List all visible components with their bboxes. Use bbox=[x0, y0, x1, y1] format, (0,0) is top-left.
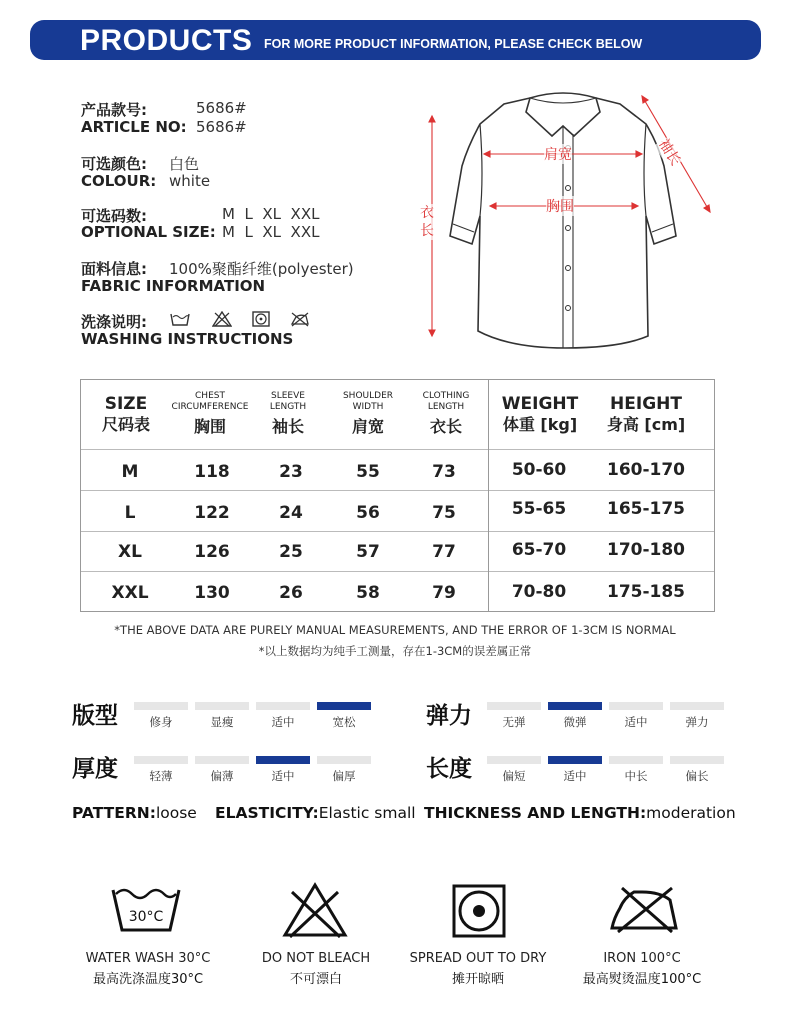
colour-en-label: COLOUR: bbox=[81, 172, 157, 190]
iron-100-icon bbox=[608, 884, 680, 936]
rating-bar bbox=[134, 756, 188, 764]
care-en-label: WATER WASH 30°C bbox=[85, 951, 211, 966]
header-cn: 体重 [kg] bbox=[502, 415, 578, 434]
elasticity-summary bbox=[215, 804, 416, 822]
header-cn: 身高 [cm] bbox=[606, 415, 686, 434]
cell-sleeve: 26 bbox=[279, 583, 303, 603]
rating-bar bbox=[195, 702, 249, 710]
header-en: WEIGHT bbox=[501, 394, 579, 414]
rating-bar bbox=[487, 756, 541, 764]
elasticity-label: ELASTICITY: bbox=[215, 804, 319, 822]
cell-height: 165-175 bbox=[606, 499, 686, 519]
header-cn: 袖长 bbox=[271, 417, 304, 436]
article-cn-value: 5686# bbox=[196, 99, 247, 117]
thickness-value: moderation bbox=[646, 804, 736, 822]
rating-option: 微弹 bbox=[563, 715, 587, 729]
rating-bar-selected bbox=[548, 756, 602, 764]
cell-shoulder: 55 bbox=[356, 462, 380, 482]
rating-option: 宽松 bbox=[332, 715, 356, 729]
sleeve-length-label: 袖长 bbox=[654, 135, 686, 169]
cell-size: XL bbox=[118, 542, 142, 562]
rating-bar-selected bbox=[548, 702, 602, 710]
size-cn-value: M L XL XXL bbox=[222, 205, 320, 223]
pattern-label: PATTERN: bbox=[72, 804, 156, 822]
rating-option: 适中 bbox=[271, 769, 295, 783]
hand-wash-icon bbox=[170, 311, 190, 327]
header-sleeve bbox=[263, 391, 313, 437]
care-cn-label: 摊开晾晒 bbox=[451, 972, 504, 987]
header-cn: 肩宽 bbox=[351, 417, 384, 436]
fabric-cn-value: 100%聚酯纤维(polyester) bbox=[169, 260, 354, 278]
header-cn: 尺码表 bbox=[101, 415, 151, 434]
rating-bar bbox=[487, 702, 541, 710]
table-divider bbox=[81, 571, 714, 572]
rating-option: 偏薄 bbox=[210, 769, 234, 783]
shirt-diagram bbox=[410, 86, 720, 356]
cell-sleeve: 24 bbox=[279, 503, 303, 523]
cell-size: M bbox=[121, 462, 139, 482]
thickness-label: THICKNESS AND LENGTH: bbox=[424, 804, 647, 822]
cell-sleeve: 25 bbox=[279, 542, 303, 562]
rating-bar-selected bbox=[256, 756, 310, 764]
header-cn: 胸围 bbox=[193, 417, 226, 436]
do-not-iron-icon bbox=[290, 311, 310, 327]
header-cn: 衣长 bbox=[429, 417, 462, 436]
rating-bar bbox=[670, 702, 724, 710]
size-cn-label: 可选码数: bbox=[81, 207, 147, 225]
rating-option: 中长 bbox=[624, 769, 648, 783]
wash-temp-text: 30°C bbox=[128, 909, 164, 925]
rating-option: 偏长 bbox=[685, 769, 709, 783]
washing-icon-row bbox=[170, 311, 320, 329]
cell-length: 79 bbox=[432, 583, 456, 603]
cell-size: XXL bbox=[111, 583, 149, 603]
rating-option: 显瘦 bbox=[210, 715, 234, 729]
rating-title: 弹力 bbox=[426, 703, 472, 729]
cell-length: 77 bbox=[432, 542, 456, 562]
rating-option: 适中 bbox=[271, 715, 295, 729]
elasticity-value: Elastic small bbox=[318, 804, 416, 822]
cell-length: 75 bbox=[432, 503, 456, 523]
care-en-label: IRON 100°C bbox=[603, 951, 681, 966]
rating-bar-selected bbox=[317, 702, 371, 710]
pattern-summary bbox=[72, 804, 197, 822]
cell-chest: 122 bbox=[194, 503, 230, 523]
rating-option: 修身 bbox=[149, 715, 173, 729]
thickness-summary bbox=[424, 804, 736, 822]
rating-bar bbox=[134, 702, 188, 710]
header-size bbox=[102, 393, 150, 435]
rating-bar bbox=[317, 756, 371, 764]
header-en: SHOULDER WIDTH bbox=[342, 391, 394, 412]
rating-title: 长度 bbox=[426, 756, 472, 782]
rating-option: 偏短 bbox=[502, 769, 526, 783]
rating-option: 偏厚 bbox=[332, 769, 356, 783]
header-banner bbox=[30, 20, 761, 60]
rating-option: 弹力 bbox=[685, 715, 709, 729]
header-subtitle: FOR MORE PRODUCT INFORMATION, PLEASE CHECK BELOW bbox=[264, 37, 643, 51]
header-en: CHEST CIRCUMFERENCE bbox=[171, 391, 249, 412]
table-divider bbox=[81, 490, 714, 491]
water-wash-30-icon bbox=[110, 884, 182, 934]
chest-label: 胸围 bbox=[546, 196, 574, 216]
measurement-note-en: *THE ABOVE DATA ARE PURELY MANUAL MEASUREMENTS, AND THE ERROR OF 1-3CM IS NORMAL bbox=[114, 623, 676, 637]
size-table bbox=[80, 379, 715, 612]
measurement-note-cn: *以上数据均为纯手工测量，存在1-3CM的误差属正常 bbox=[258, 644, 532, 658]
cell-shoulder: 58 bbox=[356, 583, 380, 603]
rating-title: 版型 bbox=[72, 703, 118, 729]
cell-weight: 70-80 bbox=[511, 582, 567, 602]
cell-height: 160-170 bbox=[606, 460, 686, 480]
pattern-value: loose bbox=[155, 804, 197, 822]
header-weight bbox=[502, 393, 578, 435]
cell-weight: 50-60 bbox=[511, 460, 567, 480]
rating-option: 轻薄 bbox=[149, 769, 173, 783]
size-en-value: M L XL XXL bbox=[222, 223, 320, 241]
washing-cn-label: 洗涤说明: bbox=[81, 313, 147, 331]
article-cn-label: 产品款号: bbox=[81, 101, 147, 119]
cell-size: L bbox=[124, 503, 136, 523]
care-cn-label: 最高洗涤温度30°C bbox=[92, 972, 204, 987]
cell-height: 175-185 bbox=[606, 582, 686, 602]
cell-shoulder: 56 bbox=[356, 503, 380, 523]
rating-title: 厚度 bbox=[72, 756, 118, 782]
article-en-label: ARTICLE NO: bbox=[81, 118, 187, 136]
cell-weight: 65-70 bbox=[511, 540, 567, 560]
header-chest bbox=[162, 391, 258, 437]
do-not-bleach-icon bbox=[212, 311, 232, 327]
shirt-outline-illustration bbox=[410, 86, 720, 356]
rating-bar bbox=[609, 702, 663, 710]
table-divider bbox=[81, 449, 714, 450]
rating-option: 适中 bbox=[624, 715, 648, 729]
colour-en-value: white bbox=[169, 172, 211, 190]
fabric-cn-label: 面料信息: bbox=[81, 260, 147, 278]
header-shoulder bbox=[335, 391, 401, 437]
cell-chest: 130 bbox=[194, 583, 230, 603]
rating-bar bbox=[609, 756, 663, 764]
length-label: 衣长 bbox=[420, 205, 434, 239]
cell-height: 170-180 bbox=[606, 540, 686, 560]
washing-en-label: WASHING INSTRUCTIONS bbox=[81, 330, 294, 348]
rating-bar bbox=[670, 756, 724, 764]
header-en: SIZE bbox=[104, 394, 148, 414]
cell-chest: 126 bbox=[194, 542, 230, 562]
rating-bar bbox=[195, 756, 249, 764]
tumble-dry-icon bbox=[252, 311, 270, 327]
cell-shoulder: 57 bbox=[356, 542, 380, 562]
care-cn-label: 最高熨烫温度100°C bbox=[582, 972, 702, 987]
header-title: PRODUCTS bbox=[80, 24, 253, 57]
care-en-label: DO NOT BLEACH bbox=[261, 951, 371, 966]
header-en: HEIGHT bbox=[610, 394, 682, 414]
table-divider bbox=[81, 531, 714, 532]
size-en-label: OPTIONAL SIZE: bbox=[81, 223, 216, 241]
spread-out-to-dry-icon bbox=[452, 884, 506, 938]
colour-cn-value: 白色 bbox=[169, 155, 200, 173]
header-en: SLEEVE LENGTH bbox=[269, 391, 307, 412]
shoulder-width-label: 肩宽 bbox=[544, 144, 572, 164]
cell-sleeve: 23 bbox=[279, 462, 303, 482]
header-height bbox=[607, 393, 685, 435]
fabric-en-label: FABRIC INFORMATION bbox=[81, 277, 266, 295]
table-divider bbox=[488, 380, 489, 611]
article-en-value: 5686# bbox=[196, 118, 247, 136]
cell-length: 73 bbox=[432, 462, 456, 482]
care-cn-label: 不可漂白 bbox=[289, 972, 342, 987]
care-en-label: SPREAD OUT TO DRY bbox=[409, 951, 547, 966]
cell-chest: 118 bbox=[194, 462, 230, 482]
rating-bar bbox=[256, 702, 310, 710]
rating-option: 无弹 bbox=[502, 715, 526, 729]
colour-cn-label: 可选颜色: bbox=[81, 155, 147, 173]
rating-option: 适中 bbox=[563, 769, 587, 783]
do-not-bleach-icon bbox=[282, 882, 348, 938]
cell-weight: 55-65 bbox=[511, 499, 567, 519]
header-clothing-length bbox=[413, 391, 479, 437]
header-en: CLOTHING LENGTH bbox=[422, 391, 470, 412]
